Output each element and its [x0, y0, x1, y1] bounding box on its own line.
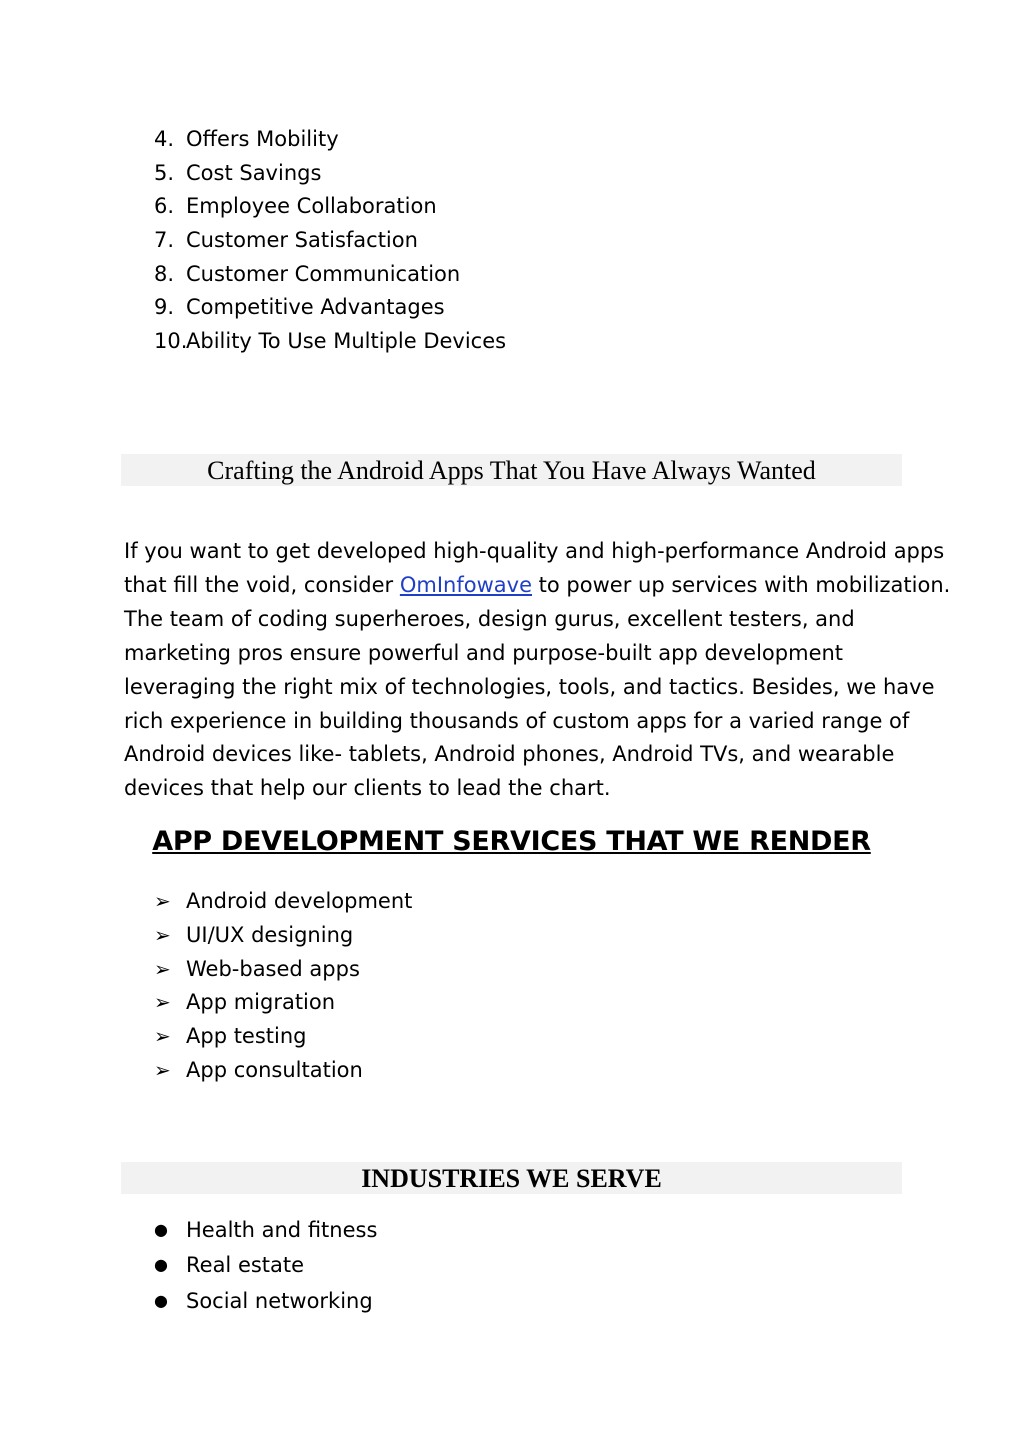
list-number: 7.	[154, 228, 175, 253]
paragraph-text: to power up services with mobilization.	[532, 572, 951, 597]
arrow-bullet-icon: ➢	[154, 1024, 171, 1049]
arrow-bullet-icon: ➢	[154, 956, 171, 981]
list-item	[154, 1284, 377, 1319]
list-item-text: Employee Collaboration	[186, 194, 437, 219]
paragraph-line: Android devices like- tablets, Android phones, Android TVs, and wearable	[124, 742, 895, 767]
list-item-text: Cost Savings	[186, 160, 322, 185]
list-item	[154, 918, 412, 952]
list-item-text: Customer Satisfaction	[186, 228, 418, 253]
list-item-text: Android development	[186, 889, 413, 913]
list-number: 5.	[154, 160, 175, 185]
list-item-text: UI/UX designing	[186, 922, 354, 947]
list-item	[154, 884, 412, 918]
list-item-text: Ability To Use Multiple Devices	[186, 329, 507, 354]
bullet-dot-icon: ●	[154, 1290, 168, 1310]
android-apps-heading: Crafting the Android Apps That You Have Always Wanted	[121, 454, 902, 486]
list-item	[154, 1019, 412, 1053]
arrow-bullet-icon: ➢	[154, 922, 171, 947]
paragraph-line: devices that help our clients to lead the chart.	[124, 776, 611, 801]
list-number: 6.	[154, 194, 175, 219]
paragraph-line: rich experience in building thousands of custom apps for a varied range of	[124, 708, 910, 733]
list-number: 9.	[154, 295, 175, 320]
arrow-bullet-icon: ➢	[154, 889, 171, 913]
ominfowave-link[interactable]: OmInfowave	[399, 572, 532, 597]
services-heading: APP DEVELOPMENT SERVICES THAT WE RENDER	[152, 826, 871, 857]
industries-heading: INDUSTRIES WE SERVE	[121, 1162, 902, 1194]
list-item-text: Customer Communication	[186, 261, 461, 286]
paragraph-line: If you want to get developed high-quality and high-performance Android apps	[124, 539, 945, 563]
list-item-text: Health and fitness	[186, 1218, 378, 1242]
list-number: 10.	[154, 329, 188, 354]
list-item-text: App consultation	[186, 1057, 363, 1082]
list-item	[154, 189, 506, 223]
list-item	[154, 324, 506, 358]
list-item-text: App testing	[186, 1024, 307, 1049]
arrow-bullet-icon: ➢	[154, 1057, 171, 1082]
list-item-text: Social networking	[186, 1288, 373, 1313]
paragraph-line	[124, 569, 951, 603]
list-item-text: Competitive Advantages	[186, 295, 445, 320]
list-item-text: Web-based apps	[186, 956, 360, 981]
list-item	[154, 1213, 377, 1248]
services-list	[154, 884, 412, 1087]
list-item-text: Real estate	[186, 1253, 305, 1278]
bullet-dot-icon: ●	[154, 1220, 168, 1239]
list-item	[154, 156, 506, 190]
paragraph-line: leveraging the right mix of technologies, tools, and tactics. Besides, we have	[124, 674, 935, 699]
list-item-text: Offers Mobility	[186, 127, 339, 151]
list-item-text: App migration	[186, 990, 336, 1015]
list-number: 8.	[154, 261, 175, 286]
list-item	[154, 257, 506, 291]
paragraph-text: that fill the void, consider	[124, 572, 400, 597]
list-item	[154, 1053, 412, 1087]
list-item	[154, 952, 412, 986]
list-item	[154, 223, 506, 257]
list-item	[154, 1248, 377, 1283]
arrow-bullet-icon: ➢	[154, 990, 171, 1015]
paragraph-line: marketing pros ensure powerful and purpose-built app development	[124, 640, 844, 665]
intro-paragraph	[124, 535, 951, 806]
list-item	[154, 290, 506, 324]
bullet-dot-icon: ●	[154, 1255, 168, 1275]
list-item	[154, 985, 412, 1019]
list-number: 4.	[154, 127, 175, 151]
benefits-list	[154, 122, 506, 358]
list-item	[154, 122, 506, 156]
paragraph-line: The team of coding superheroes, design gurus, excellent testers, and	[124, 606, 855, 631]
industries-list	[154, 1213, 377, 1319]
